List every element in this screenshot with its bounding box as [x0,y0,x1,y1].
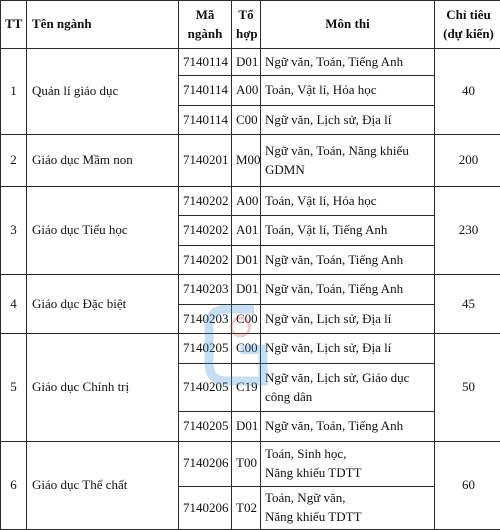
cell-tt: 1 [1,49,27,135]
cell-to-hop: D01 [232,49,261,76]
cell-to-hop: M00 [232,135,261,187]
cell-ma-nganh: 7140201 [179,135,232,187]
cell-ten-nganh: Giáo dục Chính trị [27,334,179,441]
table-row [1,135,500,187]
cell-to-hop: C00 [232,304,261,333]
cell-ten-nganh: Quản lí giáo dục [27,49,179,135]
cell-tt: 6 [1,441,27,529]
cell-mon-thi: Ngữ văn, Toán, Năng khiếu GDMN [261,135,435,187]
cell-chi-tieu: 60 [435,441,500,529]
cell-ma-nganh: 7140205 [179,412,232,441]
cell-to-hop: C19 [232,363,261,411]
cell-chi-tieu: 45 [435,275,500,334]
cell-to-hop: T00 [232,441,261,486]
cell-to-hop: C00 [232,334,261,363]
cell-mon-thi: Ngữ văn, Lịch sử, Địa lí [261,105,435,134]
cell-chi-tieu: 230 [435,186,500,274]
cell-to-hop: D01 [232,275,261,304]
cell-to-hop: D01 [232,412,261,441]
cell-ten-nganh: Giáo dục Tiểu học [27,186,179,274]
cell-tt: 3 [1,186,27,274]
cell-chi-tieu: 200 [435,135,500,187]
cell-ma-nganh: 7140205 [179,363,232,411]
cell-ma-nganh: 7140202 [179,186,232,215]
cell-ma-nganh: 7140203 [179,304,232,333]
cell-tt: 2 [1,135,27,187]
table-body [1,49,500,530]
cell-ten-nganh: Giáo dục Đặc biệt [27,275,179,334]
cell-mon-thi: Ngữ văn, Toán, Tiếng Anh [261,49,435,76]
cell-to-hop: C00 [232,105,261,134]
cell-mon-thi: Toán, Vật lí, Hóa học [261,186,435,215]
cell-ma-nganh: 7140202 [179,245,232,274]
cell-ma-nganh: 7140206 [179,441,232,486]
cell-mon-thi: Toán, Vật lí, Tiếng Anh [261,216,435,245]
cell-tt: 4 [1,275,27,334]
table-row [1,334,500,363]
cell-to-hop: A01 [232,216,261,245]
cell-mon-thi: Ngữ văn, Lịch sử, Địa lí [261,334,435,363]
table-row [1,441,500,486]
cell-ma-nganh: 7140203 [179,275,232,304]
cell-mon-thi: Ngữ văn, Toán, Tiếng Anh [261,275,435,304]
cell-ma-nganh: 7140202 [179,216,232,245]
cell-ma-nganh: 7140114 [179,105,232,134]
cell-mon-thi: Toán, Ngữ văn, Năng khiếu TDTT [261,487,435,530]
header-to-hop: Tổ hợp [232,1,261,49]
cell-mon-thi: Toán, Sinh học, Năng khiếu TDTT [261,441,435,486]
cell-mon-thi: Ngữ văn, Lịch sử, Địa lí [261,304,435,333]
cell-ma-nganh: 7140206 [179,487,232,530]
cell-to-hop: A00 [232,186,261,215]
table-row [1,186,500,215]
cell-mon-thi: Ngữ văn, Lịch sử, Giáo dục công dân [261,363,435,411]
cell-chi-tieu: 50 [435,334,500,441]
table-row [1,275,500,304]
cell-to-hop: A00 [232,76,261,105]
cell-mon-thi: Ngữ văn, Toán, Tiếng Anh [261,245,435,274]
header-ten-nganh: Tên ngành [27,1,179,49]
cell-ma-nganh: 7140205 [179,334,232,363]
table-row [1,49,500,76]
header-mon-thi: Môn thi [261,1,435,49]
cell-ma-nganh: 7140114 [179,76,232,105]
cell-mon-thi: Ngữ văn, Toán, Tiếng Anh [261,412,435,441]
cell-ma-nganh: 7140114 [179,49,232,76]
header-tt: TT [1,1,27,49]
cell-to-hop: D01 [232,245,261,274]
cell-mon-thi: Toán, Vật lí, Hóa học [261,76,435,105]
header-ma-nganh: Mã ngành [179,1,232,49]
header-row [1,1,500,49]
cell-ten-nganh: Giáo dục Mầm non [27,135,179,187]
header-chi-tieu: Chỉ tiêu (dự kiến) [435,1,500,49]
cell-chi-tieu: 40 [435,49,500,135]
cell-to-hop: T02 [232,487,261,530]
cell-ten-nganh: Giáo dục Thể chất [27,441,179,529]
cell-tt: 5 [1,334,27,441]
